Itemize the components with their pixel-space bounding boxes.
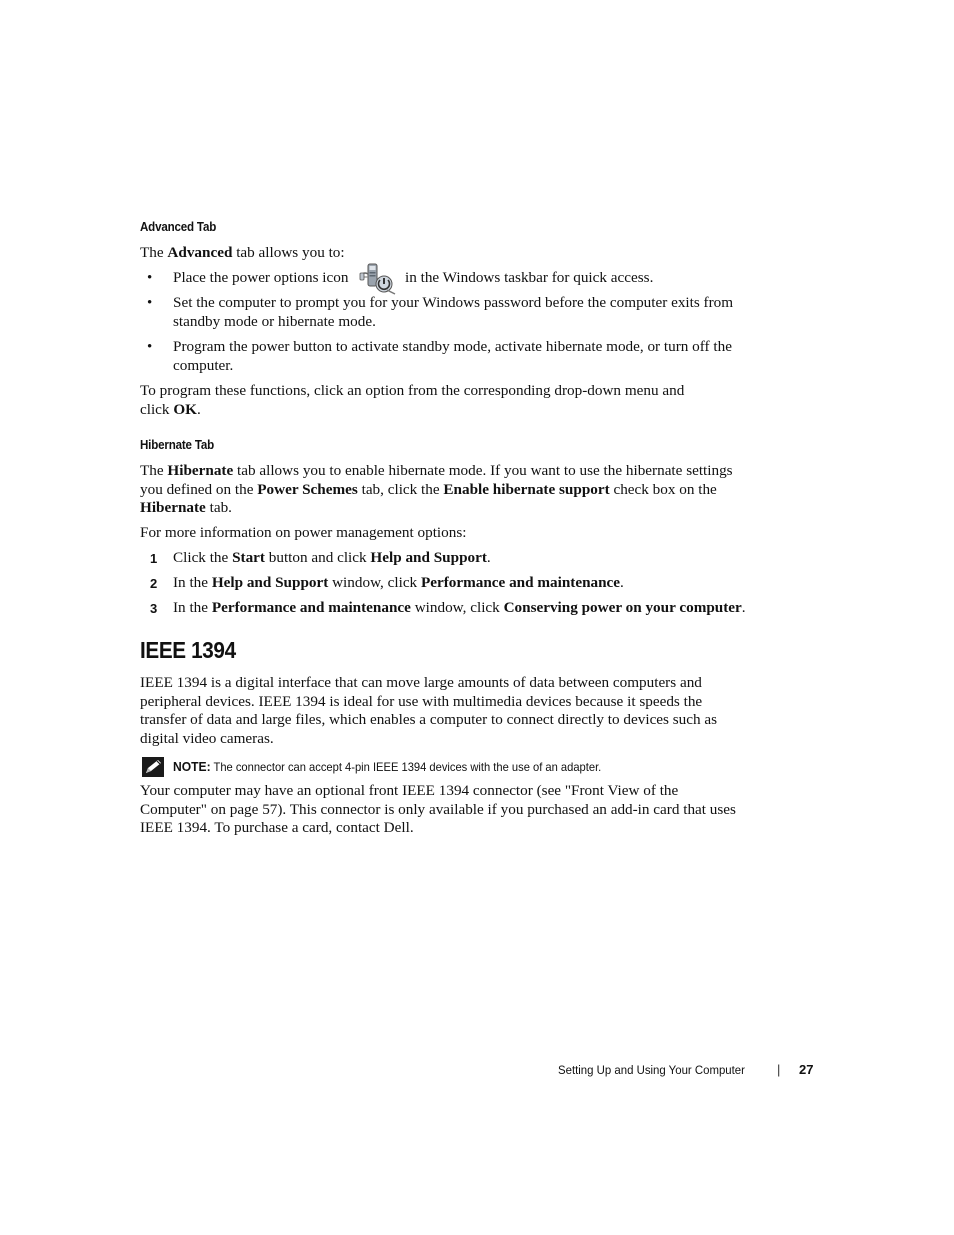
bullet-marker: • xyxy=(147,270,153,286)
hibernate-paragraph: The Hibernate tab allows you to enable hibernate mode. If you want to use the hibernate settings you defined on the Power Schemes tab, click the Enable hibernate support check box on the Hibernate tab. xyxy=(140,462,733,517)
note-pencil-icon xyxy=(142,757,164,777)
bullet-item: Program the power button to activate standby mode, activate hibernate mode, or turn off the computer. xyxy=(173,338,732,374)
step-number: 3 xyxy=(150,601,158,616)
bullet-item-continued: in the Windows taskbar for quick access. xyxy=(405,269,654,286)
advanced-program-paragraph: To program these functions, click an option from the corresponding drop-down menu and click OK. xyxy=(140,382,685,418)
bullet-item: Set the computer to prompt you for your Windows password before the computer exits from standby mode or hibernate mode. xyxy=(173,294,734,330)
advanced-tab-heading: Advanced Tab xyxy=(140,220,217,234)
bullet-item: Place the power options icon xyxy=(173,269,349,286)
ieee-1394-heading: IEEE 1394 xyxy=(140,637,236,663)
page-number: 27 xyxy=(799,1062,814,1077)
power-info-intro: For more information on power management options: xyxy=(140,524,467,541)
note-callout: NOTE: The connector can accept 4-pin IEEE 1394 devices with the use of an adapter. xyxy=(173,759,602,774)
step-number: 2 xyxy=(150,576,158,591)
advanced-intro: The Advanced tab allows you to: xyxy=(140,244,345,261)
footer-separator: | xyxy=(777,1062,781,1077)
step-item: Click the Start button and click Help and Support. xyxy=(173,549,491,566)
step-number: 1 xyxy=(150,551,158,566)
footer-section-title: Setting Up and Using Your Computer xyxy=(558,1063,745,1077)
step-item: In the Help and Support window, click Performance and maintenance. xyxy=(173,574,624,591)
ieee-paragraph: IEEE 1394 is a digital interface that can move large amounts of data between computers and peripheral devices. IEEE 1394 is ideal for use with multimedia devices because it speeds the transfer of data and large files, which enables a computer to connect directly to devices such as digital video cameras. xyxy=(140,674,718,747)
hibernate-tab-heading: Hibernate Tab xyxy=(140,438,215,452)
step-item: In the Performance and maintenance window, click Conserving power on your computer. xyxy=(173,599,746,616)
ieee-connector-paragraph: Your computer may have an optional front IEEE 1394 connector (see "Front View of the Computer" on page 57). This connector is only available if you purchased an add-in card that uses IEEE 1394. To purchase a card, contact Dell. xyxy=(140,782,736,837)
bullet-marker: • xyxy=(147,295,153,311)
bullet-marker: • xyxy=(147,339,153,355)
power-options-icon xyxy=(359,262,399,296)
